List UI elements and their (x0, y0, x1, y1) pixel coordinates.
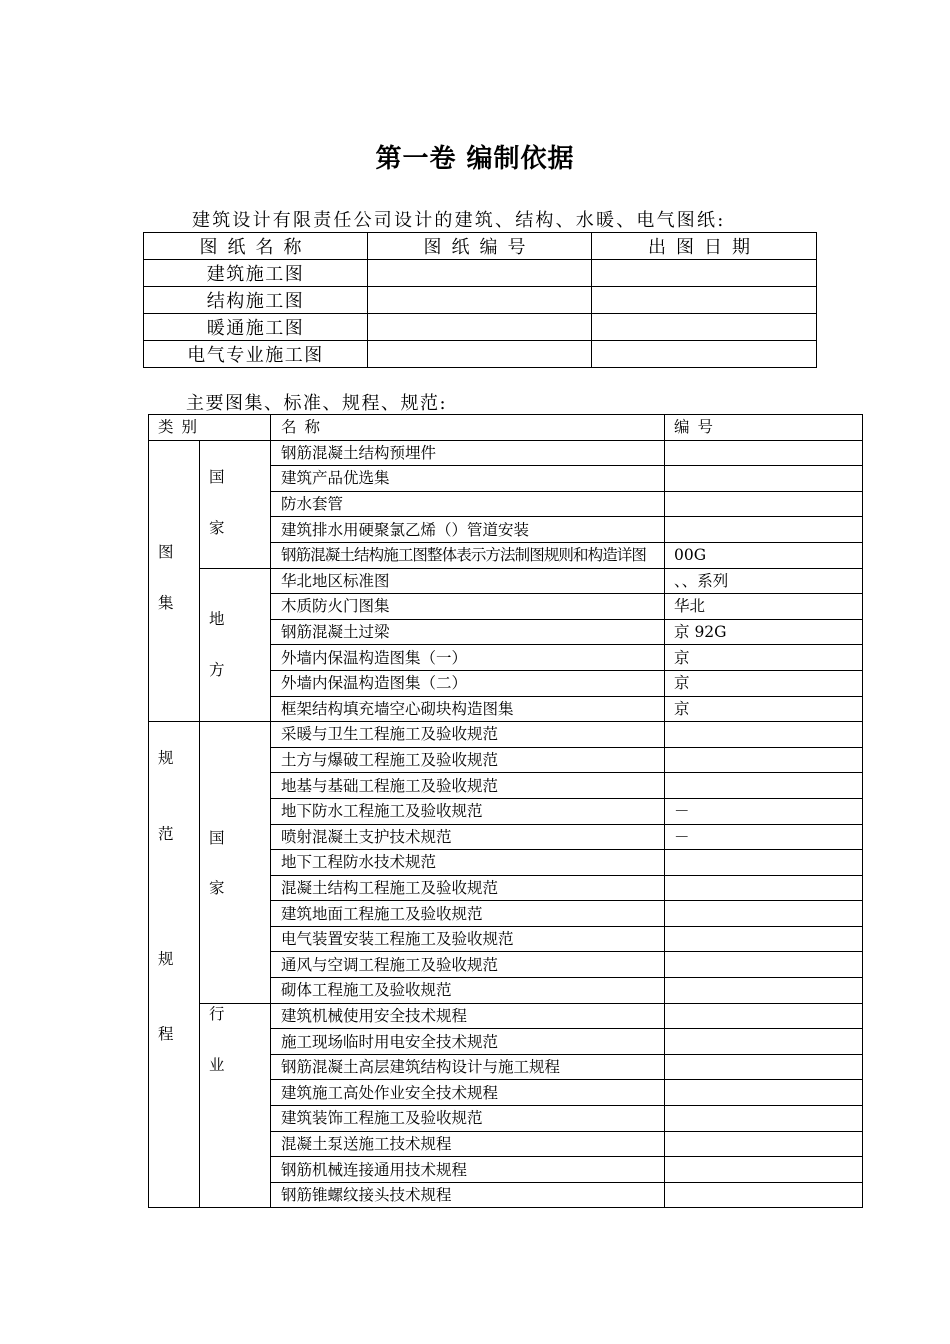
standard-name: 外墙内保温构造图集（二） (271, 670, 665, 696)
table-row (149, 1003, 863, 1029)
subcategory-char: 方 (209, 660, 225, 679)
standard-name: 混凝土泵送施工技术规程 (271, 1131, 665, 1157)
drawing-name-cell: 电气专业施工图 (144, 341, 368, 368)
standard-name: 钢筋混凝土结构预埋件 (271, 440, 665, 466)
standard-name: 华北地区标准图 (271, 568, 665, 594)
standard-code (665, 901, 863, 927)
standard-code: 京 (665, 696, 863, 722)
subcategory-national (200, 722, 271, 1004)
standard-name: 土方与爆破工程施工及验收规范 (271, 747, 665, 773)
standard-code (665, 850, 863, 876)
standard-code (665, 1003, 863, 1029)
standard-name: 建筑装饰工程施工及验收规范 (271, 1106, 665, 1132)
standard-name: 施工现场临时用电安全技术规范 (271, 1029, 665, 1055)
standard-code (665, 926, 863, 952)
subcategory-char: 国 (209, 467, 225, 486)
subcategory-char: 业 (209, 1055, 225, 1074)
standard-code: 京 (665, 670, 863, 696)
standard-name: 电气装置安装工程施工及验收规范 (271, 926, 665, 952)
subcategory-industry (200, 1003, 271, 1208)
standard-name: 防水套管 (271, 491, 665, 517)
table-row (144, 287, 817, 314)
drawing-name-cell: 建筑施工图 (144, 260, 368, 287)
header-category: 类别 (149, 415, 271, 441)
subcategory-char: 家 (209, 879, 225, 898)
page-title: 第一卷 编制依据 (375, 144, 575, 174)
standard-name: 建筑地面工程施工及验收规范 (271, 901, 665, 927)
table-row (149, 568, 863, 594)
standard-name: 建筑排水用硬聚氯乙烯（）管道安装 (271, 517, 665, 543)
standard-name: 喷射混凝土支护技术规范 (271, 824, 665, 850)
standard-code (665, 722, 863, 748)
drawing-name-cell: 暖通施工图 (144, 314, 368, 341)
header-drawing-number: 图纸编号 (368, 233, 592, 260)
category-atlas (149, 440, 200, 722)
standard-name: 钢筋混凝土结构施工图整体表示方法制图规则和构造详图 (271, 542, 665, 568)
header-code: 编号 (665, 415, 863, 441)
category-char: 程 (158, 1025, 174, 1044)
drawing-number-cell (368, 314, 592, 341)
standard-code (665, 466, 863, 492)
drawings-intro: 建筑设计有限责任公司设计的建筑、结构、水暖、电气图纸: (192, 210, 726, 231)
standard-name: 钢筋混凝土高层建筑结构设计与施工规程 (271, 1054, 665, 1080)
standard-name: 框架结构填充墙空心砌块构造图集 (271, 696, 665, 722)
drawing-name-cell: 结构施工图 (144, 287, 368, 314)
standard-code: 京 (665, 645, 863, 671)
standard-code (665, 1182, 863, 1208)
standard-name: 采暖与卫生工程施工及验收规范 (271, 722, 665, 748)
standard-name: 建筑产品优选集 (271, 466, 665, 492)
standard-code: 00G (665, 542, 863, 568)
standard-code: 京 92G (665, 619, 863, 645)
category-char: 规 (158, 950, 174, 969)
subcategory-national (200, 440, 271, 568)
standards-header-row (149, 415, 863, 441)
header-drawing-name: 图纸名称 (144, 233, 368, 260)
standard-name: 地下防水工程施工及验收规范 (271, 798, 665, 824)
category-char: 集 (158, 593, 174, 612)
standard-name: 建筑机械使用安全技术规程 (271, 1003, 665, 1029)
subcategory-local (200, 568, 271, 722)
header-issue-date: 出图日期 (592, 233, 817, 260)
standard-code: － (665, 798, 863, 824)
standard-code (665, 747, 863, 773)
table-row (144, 314, 817, 341)
standard-name: 混凝土结构工程施工及验收规范 (271, 875, 665, 901)
table-row (149, 722, 863, 748)
standard-code (665, 1080, 863, 1106)
standards-table (148, 414, 863, 1208)
category-char: 图 (158, 542, 174, 561)
standard-name: 地下工程防水技术规范 (271, 850, 665, 876)
standard-code: 华北 (665, 594, 863, 620)
category-char: 规 (158, 749, 174, 768)
standard-code (665, 1157, 863, 1183)
standard-name: 钢筋混凝土过梁 (271, 619, 665, 645)
standards-intro: 主要图集、标准、规程、规范: (186, 393, 448, 414)
issue-date-cell (592, 260, 817, 287)
standard-code (665, 491, 863, 517)
standard-name: 砌体工程施工及验收规范 (271, 978, 665, 1004)
category-char: 范 (158, 825, 174, 844)
subcategory-char: 行 (209, 1004, 225, 1023)
issue-date-cell (592, 341, 817, 368)
issue-date-cell (592, 287, 817, 314)
drawings-header-row (144, 233, 817, 260)
standard-code (665, 875, 863, 901)
subcategory-char: 家 (209, 518, 225, 537)
standard-code (665, 1131, 863, 1157)
category-codes-specs (149, 722, 200, 1208)
table-row (144, 260, 817, 287)
table-row (144, 341, 817, 368)
drawings-table (143, 232, 817, 368)
standard-name: 通风与空调工程施工及验收规范 (271, 952, 665, 978)
standard-name: 木质防火门图集 (271, 594, 665, 620)
subcategory-char: 国 (209, 829, 225, 848)
standard-code (665, 440, 863, 466)
drawing-number-cell (368, 287, 592, 314)
table-row (149, 440, 863, 466)
header-name: 名称 (271, 415, 665, 441)
standard-code (665, 1029, 863, 1055)
subcategory-char: 地 (209, 609, 225, 628)
standard-code (665, 517, 863, 543)
standard-code (665, 1106, 863, 1132)
issue-date-cell (592, 314, 817, 341)
standard-name: 钢筋锥螺纹接头技术规程 (271, 1182, 665, 1208)
drawing-number-cell (368, 341, 592, 368)
standard-code (665, 952, 863, 978)
standard-name: 外墙内保温构造图集（一） (271, 645, 665, 671)
standard-code: － (665, 824, 863, 850)
standard-code: 、、系列 (665, 568, 863, 594)
standard-code (665, 773, 863, 799)
standard-code (665, 1054, 863, 1080)
standard-name: 钢筋机械连接通用技术规程 (271, 1157, 665, 1183)
standard-code (665, 978, 863, 1004)
standard-name: 建筑施工高处作业安全技术规程 (271, 1080, 665, 1106)
drawing-number-cell (368, 260, 592, 287)
standard-name: 地基与基础工程施工及验收规范 (271, 773, 665, 799)
